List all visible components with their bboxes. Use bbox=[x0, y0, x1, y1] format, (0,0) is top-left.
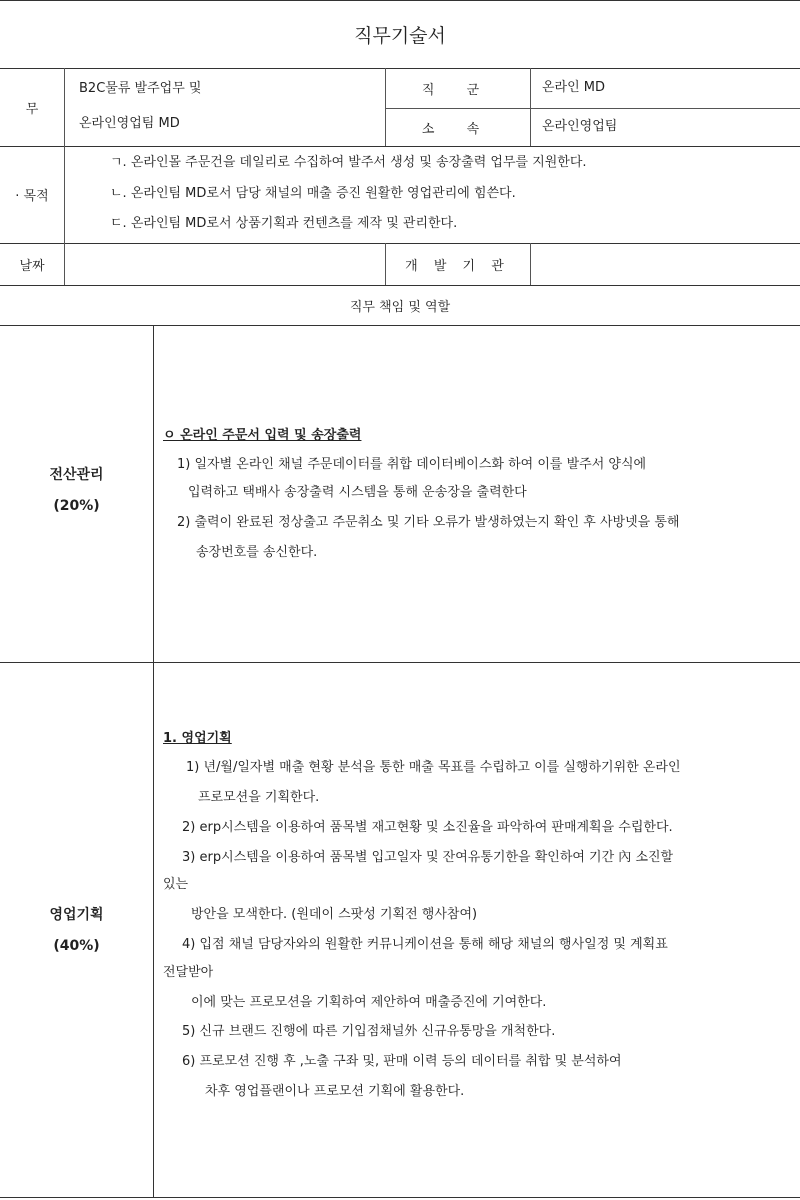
duty-line: 6) 프로모션 진행 후 ,노출 구좌 및, 판매 이력 등의 데이터를 취합 및 분석하여 bbox=[182, 1054, 622, 1069]
duty-line: 5) 신규 브랜드 진행에 따른 기입점채널外 신규유통망을 개척한다. bbox=[182, 1024, 556, 1039]
duty-line: 프로모션을 기획한다. bbox=[198, 790, 320, 805]
purpose-item: ㄷ. 온라인팀 MD로서 상품기획과 컨텐츠를 제작 및 관리한다. bbox=[110, 216, 458, 231]
duty-line: 방안을 모색한다. (원데이 스팟성 기획전 행사참여) bbox=[191, 907, 478, 922]
duty-line: 2) 출력이 완료된 정상출고 주문취소 및 기타 오류가 발생하였는지 확인 후 사방넷을 통해 bbox=[177, 515, 680, 530]
duty-line: 1) 일자별 온라인 채널 주문데이터를 취합 데이터베이스화 하여 이를 발주서 양식에 bbox=[177, 457, 647, 472]
org-value bbox=[530, 243, 800, 285]
org-label: 개 발 기 관 bbox=[405, 258, 510, 274]
job-label: 무 bbox=[25, 101, 39, 117]
duty-line: 이에 맞는 프로모션을 기획하여 제안하여 매출증진에 기여한다. bbox=[191, 995, 547, 1010]
rule bbox=[0, 146, 800, 147]
duty-line: 송장번호를 송신한다. bbox=[196, 545, 318, 560]
section-title: 직무 책임 및 역할 bbox=[349, 299, 451, 315]
dept-value: 온라인영업팀 bbox=[542, 119, 618, 134]
duty-line: 있는 bbox=[163, 877, 189, 892]
group-value: 온라인 MD bbox=[542, 80, 606, 95]
date-value bbox=[64, 243, 385, 285]
group-label: 직 군 bbox=[421, 82, 494, 98]
duty-line: 전달받아 bbox=[163, 965, 214, 980]
duty-line: 2) erp시스템을 이용하여 품목별 재고현황 및 소진율을 파악하여 판매계획을 수립한다. bbox=[182, 820, 673, 835]
duty-line: 3) erp시스템을 이용하여 품목별 입고일자 및 잔여유통기한을 확인하여 기간 內 소진할 bbox=[182, 850, 674, 865]
purpose-item: ㄴ. 온라인팀 MD로서 담당 채널의 매출 증진 원활한 영업관리에 힘쓴다. bbox=[110, 186, 516, 201]
duty-weight: (20%) bbox=[53, 498, 100, 514]
rule bbox=[0, 662, 800, 663]
date-label: 날짜 bbox=[19, 258, 45, 274]
purpose-item: ㄱ. 온라인몰 주문건을 데일리로 수집하여 발주서 생성 및 송장출력 업무를 지원한다. bbox=[110, 155, 587, 170]
rule bbox=[0, 1197, 800, 1198]
duty-name: 영업기획 bbox=[49, 907, 104, 923]
duty-label bbox=[0, 900, 153, 962]
duty-line: 4) 입점 채널 담당자와의 원활한 커뮤니케이션을 통해 해당 채널의 행사일정 및 계획표 bbox=[182, 937, 668, 952]
duty-line: 1) 년/월/일자별 매출 현황 분석을 통한 매출 목표를 수립하고 이를 실행하기위한 온라인 bbox=[186, 760, 681, 775]
duty-line: 차후 영업플랜이나 프로모션 기획에 활용한다. bbox=[205, 1084, 465, 1099]
duty-weight: (40%) bbox=[53, 938, 100, 954]
purpose-label: · 목적 bbox=[15, 189, 49, 204]
duty-heading: ㅇ 온라인 주문서 입력 및 송장출력 bbox=[163, 428, 362, 443]
rule bbox=[153, 325, 154, 1198]
rule bbox=[0, 325, 800, 326]
dept-label: 소 속 bbox=[421, 121, 494, 137]
job-name-line2: 온라인영업팀 MD bbox=[79, 116, 180, 131]
duty-name: 전산관리 bbox=[49, 467, 104, 483]
duty-line: 입력하고 택배사 송장출력 시스템을 통해 운송장을 출력한다 bbox=[188, 485, 527, 500]
rule bbox=[530, 68, 531, 146]
duty-heading: 1. 영업기획 bbox=[163, 731, 232, 746]
rule bbox=[0, 0, 800, 1]
document-title: 직무기술서 bbox=[354, 24, 446, 47]
job-name-line1: B2C물류 발주업무 및 bbox=[79, 81, 202, 96]
duty-label bbox=[0, 460, 153, 522]
